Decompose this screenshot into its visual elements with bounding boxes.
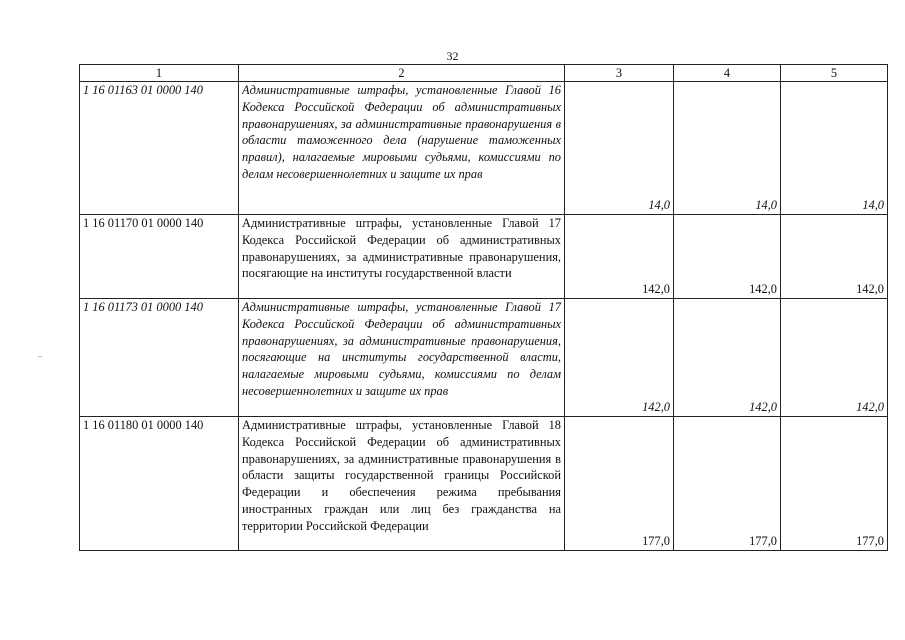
row-code: 1 16 01180 01 0000 140: [80, 417, 239, 551]
row-value-col4: 14,0: [674, 82, 781, 215]
header-col-1: 1: [80, 65, 239, 82]
row-value-col5: 14,0: [781, 82, 888, 215]
row-value-col3: 14,0: [565, 82, 674, 215]
row-description: Административные штрафы, установленные Главой 18 Кодекса Российской Федерации об административных правонарушениях, за административные правонарушения в области защиты государственной границы Российской Федерации и обеспечения режима пребывания иностранных граждан или лиц без гражданства на территории Российской Федерации: [239, 417, 565, 551]
row-value-col5: 142,0: [781, 299, 888, 417]
row-value-col4: 142,0: [674, 299, 781, 417]
header-col-3: 3: [565, 65, 674, 82]
table-row: [80, 215, 888, 299]
row-value-col3: 142,0: [565, 215, 674, 299]
row-value-col3: 177,0: [565, 417, 674, 551]
row-code: 1 16 01173 01 0000 140: [80, 299, 239, 417]
row-value-col4: 177,0: [674, 417, 781, 551]
row-value-col5: 177,0: [781, 417, 888, 551]
row-description: Административные штрафы, установленные Главой 17 Кодекса Российской Федерации об административных правонарушениях, за административные правонарушения, посягающие на институты государственной власти, налагаемые мировыми судьями, комиссиями по делам несовершеннолетних и защите их прав: [239, 299, 565, 417]
budget-table: [79, 64, 888, 551]
table-row: [80, 82, 888, 215]
row-description: Административные штрафы, установленные Главой 16 Кодекса Российской Федерации об административных правонарушениях, за административные правонарушения в области таможенного дела (нарушение таможенных правил), налагаемые мировыми судьями, комиссиями по делам несовершеннолетних и защите их прав: [239, 82, 565, 215]
header-col-4: 4: [674, 65, 781, 82]
row-value-col5: 142,0: [781, 215, 888, 299]
header-col-2: 2: [239, 65, 565, 82]
header-col-5: 5: [781, 65, 888, 82]
row-description: Административные штрафы, установленные Главой 17 Кодекса Российской Федерации об административных правонарушениях, за административные правонарушения, посягающие на институты государственной власти: [239, 215, 565, 299]
table-row: [80, 417, 888, 551]
margin-mark: [38, 356, 42, 357]
row-value-col4: 142,0: [674, 215, 781, 299]
header-row: [80, 65, 888, 82]
row-value-col3: 142,0: [565, 299, 674, 417]
page-number: 32: [446, 49, 459, 63]
row-code: 1 16 01163 01 0000 140: [80, 82, 239, 215]
row-code: 1 16 01170 01 0000 140: [80, 215, 239, 299]
table-row: [80, 299, 888, 417]
